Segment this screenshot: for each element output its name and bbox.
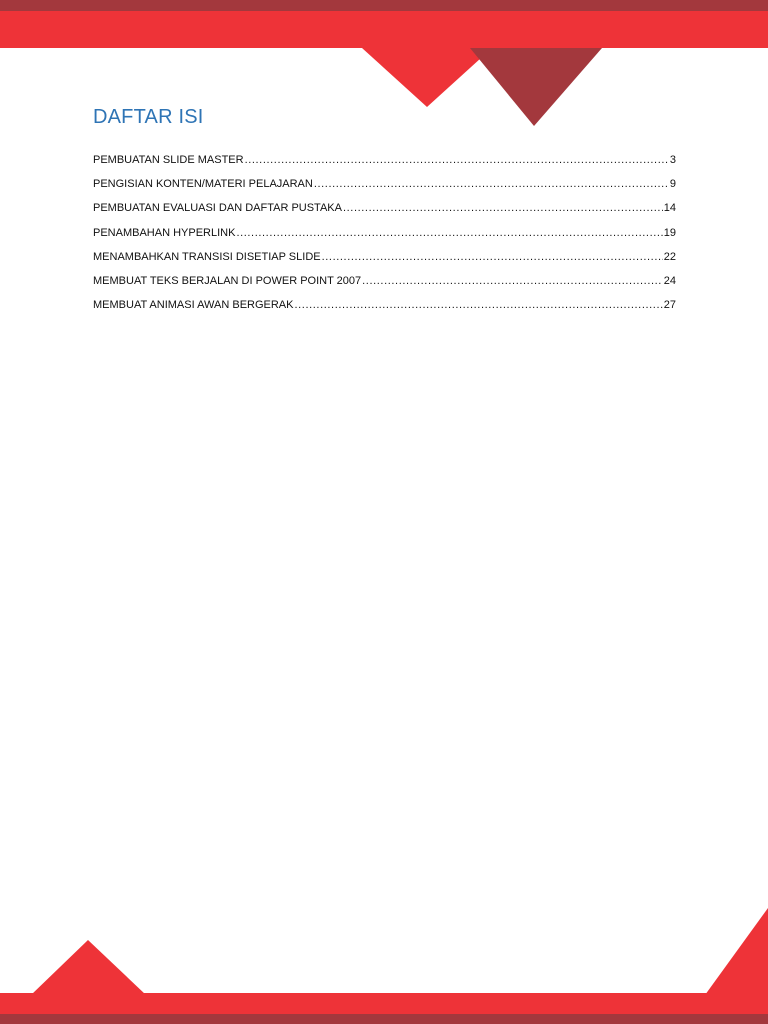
toc-entry[interactable]: [93, 251, 676, 275]
toc-title: DAFTAR ISI: [93, 106, 204, 128]
toc-dot-leader: [314, 178, 669, 190]
bottom-left-triangle: [31, 940, 146, 995]
toc-entry-label: MEMBUAT ANIMASI AWAN BERGERAK: [93, 299, 294, 312]
toc-dot-leader: [343, 202, 663, 214]
toc-entry-label: PENGISIAN KONTEN/MATERI PELAJARAN: [93, 178, 313, 191]
toc-entry[interactable]: [93, 154, 676, 178]
top-red-band: [0, 11, 768, 48]
toc-entry-page: 19: [663, 226, 676, 239]
toc-entry-label: PEMBUATAN SLIDE MASTER: [93, 154, 244, 166]
toc-list: [93, 154, 676, 323]
toc-dot-leader: [236, 227, 662, 239]
bottom-right-wedge: [705, 908, 768, 995]
bottom-dark-stripe: [0, 1014, 768, 1024]
toc-entry[interactable]: [93, 178, 676, 202]
toc-entry-page: 22: [663, 250, 676, 263]
toc-entry-page: 24: [663, 274, 676, 287]
toc-entry[interactable]: [93, 227, 676, 251]
toc-dot-leader: [362, 275, 663, 287]
toc-entry-label: PEMBUATAN EVALUASI DAN DAFTAR PUSTAKA: [93, 202, 342, 215]
toc-dot-leader: [322, 251, 663, 263]
toc-entry-label: PENAMBAHAN HYPERLINK: [93, 226, 236, 239]
toc-entry[interactable]: [93, 275, 676, 299]
toc-entry-page: 3: [669, 154, 676, 166]
toc-entry-label: MENAMBAHKAN TRANSISI DISETIAP SLIDE: [93, 250, 321, 263]
toc-entry[interactable]: [93, 299, 676, 323]
top-dark-stripe: [0, 0, 768, 11]
bottom-red-band: [0, 993, 768, 1014]
toc-dot-leader: [245, 154, 669, 166]
toc-entry-page: 14: [663, 202, 676, 215]
toc-entry[interactable]: [93, 202, 676, 226]
toc-entry-page: 9: [669, 178, 676, 191]
toc-entry-page: 27: [663, 299, 676, 312]
toc-entry-label: MEMBUAT TEKS BERJALAN DI POWER POINT 2007: [93, 274, 362, 287]
top-red-triangle: [362, 48, 492, 107]
toc-dot-leader: [294, 299, 662, 311]
top-dark-triangle: [470, 48, 602, 126]
